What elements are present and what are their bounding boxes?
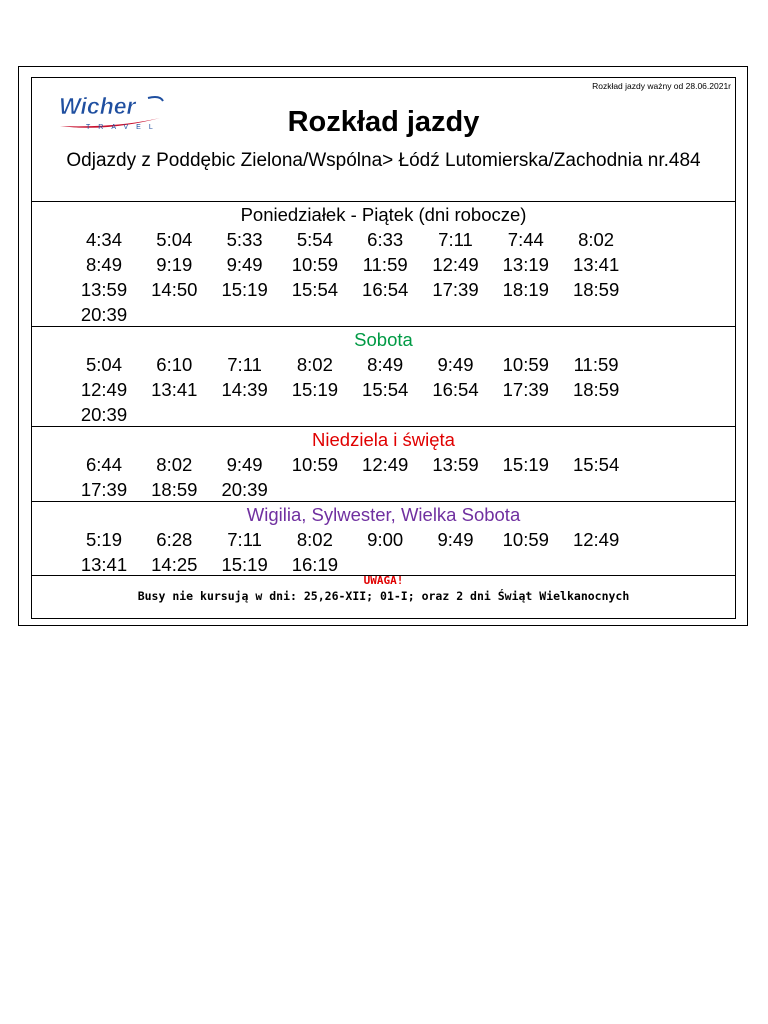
departure-time: 11:59: [573, 354, 619, 375]
departure-time: 7:44: [507, 229, 544, 250]
departure-time: 12:49: [572, 529, 620, 550]
departure-time: 8:49: [367, 354, 404, 375]
departure-time: 15:19: [221, 279, 268, 300]
departure-times: [32, 452, 735, 502]
departure-time: 8:02: [578, 229, 615, 250]
departure-time: 18:19: [502, 279, 549, 300]
notes: [32, 574, 735, 604]
departure-times: [32, 352, 735, 427]
section-title: Wigilia, Sylwester, Wielka Sobota: [246, 504, 521, 525]
departure-time: 15:54: [291, 279, 339, 300]
section-title: Sobota: [354, 329, 413, 350]
departure-time: 7:11: [227, 354, 262, 375]
departure-time: 4:34: [85, 229, 122, 250]
departure-time: 5:33: [226, 229, 263, 250]
departure-time: 17:39: [502, 379, 549, 400]
validity-note: Rozkład jazdy ważny od 28.06.2021r: [592, 81, 731, 91]
departure-times: [32, 527, 735, 577]
departure-time: 9:49: [437, 529, 474, 550]
departure-time: 16:19: [291, 554, 339, 575]
timetable-frame: [18, 66, 748, 626]
departure-time: 12:49: [80, 379, 128, 400]
departure-time: 5:04: [156, 229, 193, 250]
departure-time: 8:49: [85, 254, 122, 275]
departure-time: 5:54: [296, 229, 333, 250]
departure-time: 13:19: [502, 254, 549, 275]
departure-time: 5:04: [85, 354, 122, 375]
departure-time: 13:41: [151, 379, 198, 400]
departure-time: 7:11: [438, 229, 473, 250]
section-title: Poniedziałek - Piątek (dni robocze): [240, 204, 527, 225]
logo-subtext: TRAVEL: [86, 124, 161, 131]
departure-time: 20:39: [80, 404, 128, 425]
departure-time: 15:54: [362, 379, 409, 400]
departure-time: 10:59: [291, 454, 339, 475]
departure-time: 14:25: [151, 554, 198, 575]
departure-time: 17:39: [80, 479, 128, 500]
section-sunday-holidays: [32, 427, 735, 502]
page-title: Rozkład jazdy: [287, 106, 480, 138]
departure-time: 18:59: [572, 279, 620, 300]
departure-time: 10:59: [502, 354, 549, 375]
departure-time: 5:19: [85, 529, 122, 550]
departure-time: 13:59: [432, 454, 479, 475]
timetable-sheet: [31, 77, 736, 619]
departure-time: 12:49: [362, 454, 409, 475]
departure-times: [32, 227, 735, 327]
departure-time: 15:54: [572, 454, 620, 475]
departure-time: 16:54: [362, 279, 409, 300]
departure-time: 14:50: [151, 279, 198, 300]
departure-time: 20:39: [80, 304, 128, 325]
departure-time: 15:19: [221, 554, 268, 575]
logo-wordmark: Wicher: [59, 93, 136, 119]
departure-time: 13:41: [80, 554, 128, 575]
section-title: Niedziela i święta: [312, 429, 455, 450]
departure-time: 6:10: [156, 354, 193, 375]
departure-time: 6:44: [85, 454, 122, 475]
section-weekdays: [32, 202, 735, 327]
departure-time: 11:59: [362, 254, 408, 275]
warning-label: UWAGA!: [363, 574, 404, 587]
departure-time: 17:39: [432, 279, 479, 300]
departure-time: 13:59: [80, 279, 128, 300]
departure-time: 9:49: [226, 454, 263, 475]
departure-time: 9:19: [156, 254, 193, 275]
departure-time: 18:59: [151, 479, 198, 500]
departure-time: 20:39: [221, 479, 268, 500]
departure-time: 13:41: [572, 254, 620, 275]
departure-time: 10:59: [502, 529, 549, 550]
departure-time: 15:19: [502, 454, 549, 475]
departure-time: 8:02: [156, 454, 193, 475]
departure-time: 10:59: [291, 254, 339, 275]
departure-time: 9:00: [367, 529, 404, 550]
departure-time: 9:49: [437, 354, 474, 375]
route-description: Odjazdy z Poddębic Zielona/Wspólna> Łódź Lutomierska/Zachodnia nr.484: [66, 150, 701, 171]
departure-time: 18:59: [572, 379, 620, 400]
departure-time: 6:33: [367, 229, 404, 250]
departure-time: 7:11: [227, 529, 262, 550]
departure-time: 15:19: [291, 379, 339, 400]
departure-time: 8:02: [296, 529, 333, 550]
departure-time: 14:39: [221, 379, 268, 400]
departure-time: 12:49: [432, 254, 479, 275]
closure-note: Busy nie kursują w dni: 25,26-XII; 01-I; oraz 2 dni Świąt Wielkanocnych: [137, 589, 630, 603]
departure-time: 8:02: [296, 354, 333, 375]
section-special-days: [32, 502, 735, 577]
section-saturday: [32, 327, 735, 427]
departure-time: 16:54: [432, 379, 479, 400]
departure-time: 9:49: [226, 254, 263, 275]
departure-time: 6:28: [156, 529, 193, 550]
